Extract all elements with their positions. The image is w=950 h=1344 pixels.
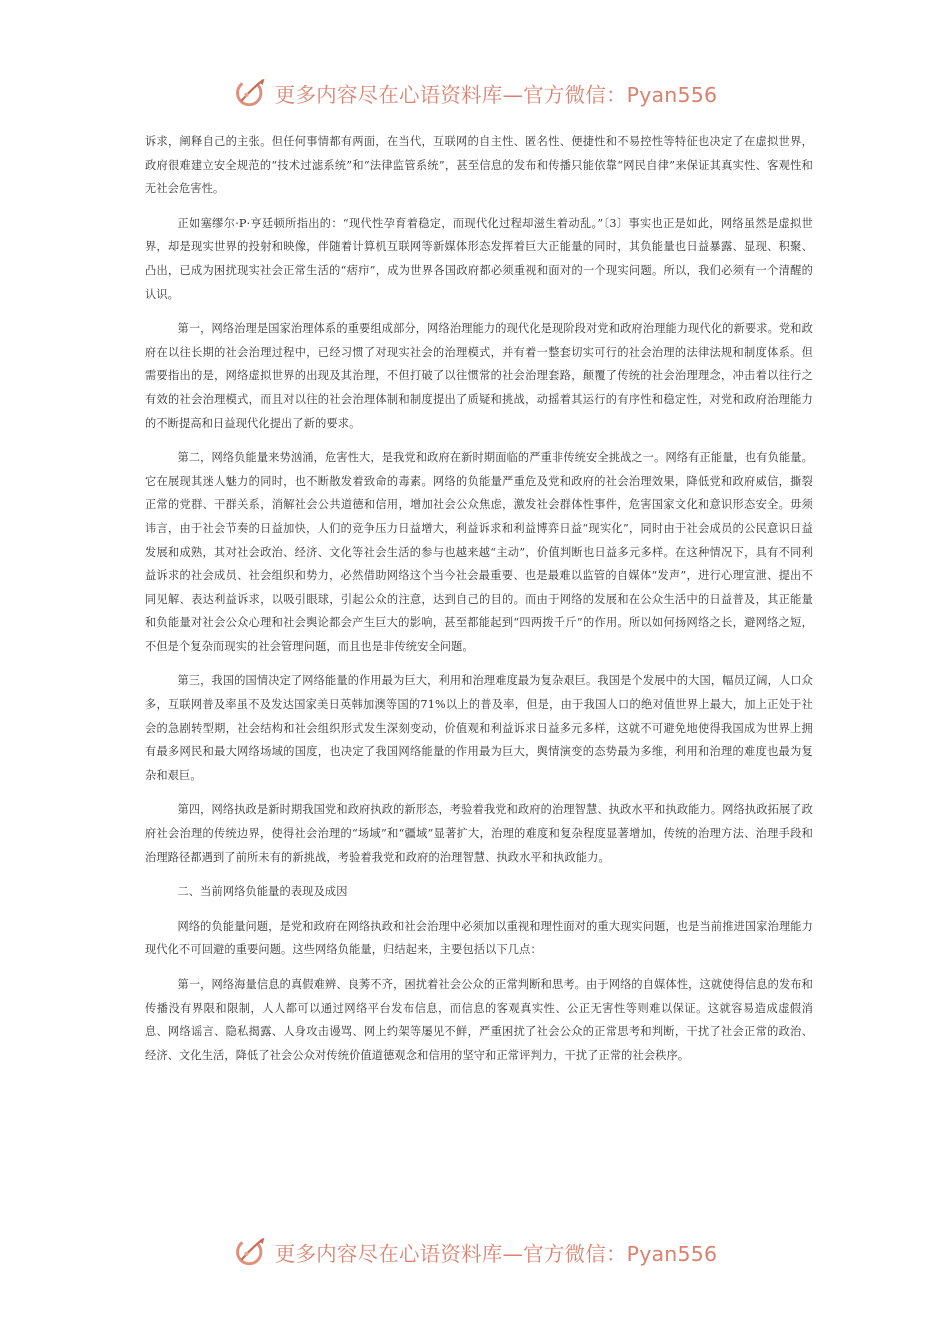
brush-swirl-logo-icon: [233, 75, 269, 111]
brush-swirl-logo-icon: [233, 1234, 269, 1270]
banner-text: 更多内容尽在心语资料库—官方微信：Pyan556: [274, 1242, 718, 1266]
paragraph: 网络的负能量问题，是党和政府在网络执政和社会治理中必须加以重视和理性面对的重大现实问题，也是当前推进国家治理能力现代化不可回避的重要问题。这些网络负能量，归结起来，主要包括以下几点：: [145, 919, 813, 957]
footer-banner: [0, 1232, 950, 1272]
paragraph: 第三，我国的国情决定了网络能量的作用最为巨大，利用和治理难度最为复杂艰巨。我国是个发展中的大国，幅员辽阔，人口众多，互联网普及率虽不及发达国家美日英韩加澳等国的71%以上的普及率，但是，由于我国人口的绝对值世界上最大，加上正处于社会的急剧转型期，社会结构和社会组织形式发生深刻变动，价值观和利益诉求日益多元多样，这就不可避免地使得我国成为世界上拥有最多网民和最大网络场域的国度，也决定了我国网络能量的作用最为巨大，舆情演变的态势最为多维，利用和治理的难度也最为复杂和艰巨。: [145, 674, 813, 782]
paragraph: 正如塞缪尔·P·亨廷顿所指出的：“现代性孕育着稳定，而现代化过程却滋生着动乱。”〔3〕事实也正是如此，网络虽然是虚拟世界，却是现实世界的投射和映像，伴随着计算机互联网等新媒体形态发挥着巨大正能量的同时，其负能量也日益暴露、显现、积聚、凸出，已成为困扰现实社会正常生活的“痞疖”，成为世界各国政府都必须重视和面对的一个现实问题。所以，我们必须有一个清醒的认识。: [145, 216, 813, 301]
paragraph-continued: 诉求，阐释自己的主张。但任何事情都有两面，在当代，互联网的自主性、匿名性、便捷性和不易控性等特征也决定了在虚拟世界，政府很难建立安全规范的“技术过滤系统”和“法律监管系统”，甚至信息的发布和传播只能依靠“网民自律”来保证其真实性、客观性和无社会危害性。: [145, 135, 813, 196]
paragraph: 第一，网络治理是国家治理体系的重要组成部分，网络治理能力的现代化是现阶段对党和政府治理能力现代化的新要求。党和政府在以往长期的社会治理过程中，已经习惯了对现实社会的治理模式，并有着一整套切实可行的社会治理的法律法规和制度体系。但需要指出的是，网络虚拟世界的出现及其治理，不但打破了以往惯常的社会治理套路，颠覆了传统的社会治理理念，冲击着以往行之有效的社会治理模式，而且对以往的社会治理体制和制度提出了质疑和挑战，动摇着其运行的有序性和稳定性，对党和政府治理能力的不断提高和日益现代化提出了新的要求。: [145, 322, 813, 430]
banner-text: 更多内容尽在心语资料库—官方微信：Pyan556: [274, 83, 718, 107]
document-body: [145, 130, 813, 1078]
paragraph: 第一，网络海量信息的真假难辨、良莠不齐，困扰着社会公众的正常判断和思考。由于网络的自媒体性，这就使得信息的发布和传播没有界限和限制，人人都可以通过网络平台发布信息，而信息的客观真实性、公正无害性等则难以保证。这就容易造成虚假消息、网络谣言、隐私揭露、人身攻击谩骂、网上约架等屡见不鲜，严重困扰了社会公众的正常思考和判断，干扰了社会正常的政治、经济、文化生活，降低了社会公众对传统价值道德观念和信用的坚守和正常评判力，干扰了正常的社会秩序。: [145, 978, 813, 1062]
header-banner: [0, 73, 950, 113]
paragraph: 第四，网络执政是新时期我国党和政府执政的新形态，考验着我党和政府的治理智慧、执政水平和执政能力。网络执政拓展了政府社会治理的传统边界，使得社会治理的“场域”和“疆域”显著扩大，治理的难度和复杂程度显著增加，传统的治理方法、治理手段和治理路径都遇到了前所未有的新挑战，考验着我党和政府的治理智慧、执政水平和执政能力。: [145, 803, 813, 864]
section-heading: 二、当前网络负能量的表现及成因: [177, 885, 348, 899]
paragraph: 第二，网络负能量来势汹涌，危害性大，是我党和政府在新时期面临的严重非传统安全挑战之一。网络有正能量，也有负能量。它在展现其迷人魅力的同时，也不断散发着致命的毒素。网络的负能量严重危及党和政府的社会治理效果，降低党和政府威信，撕裂正常的党群、干群关系，消解社会公共道德和信用，增加社会公众焦虑，激发社会群体性事件，危害国家文化和意识形态安全。毋须讳言，由于社会节奏的日益加快，人们的竞争压力日益增大，利益诉求和利益博弈日益“现实化”，同时由于社会成员的公民意识日益发展和成熟，其对社会政治、经济、文化等社会生活的参与也越来越“主动”，价值判断也日益多元多样。在这种情况下，具有不同利益诉求的社会成员、社会组织和势力，必然借助网络这个当今社会最重要、也是最难以监管的自媒体“发声”，进行心理宣泄、提出不同见解、表达利益诉求，以吸引眼球，引起公众的注意，达到自己的目的。而由于网络的发展和在公众生活中的日益普及，其正能量和负能量对社会公众心理和社会舆论都会产生巨大的影响，甚至都能起到“四两拨千斤”的作用。所以如何扬网络之长，避网络之短，不但是个复杂而现实的社会管理问题，而且也是非传统安全问题。: [145, 451, 813, 653]
